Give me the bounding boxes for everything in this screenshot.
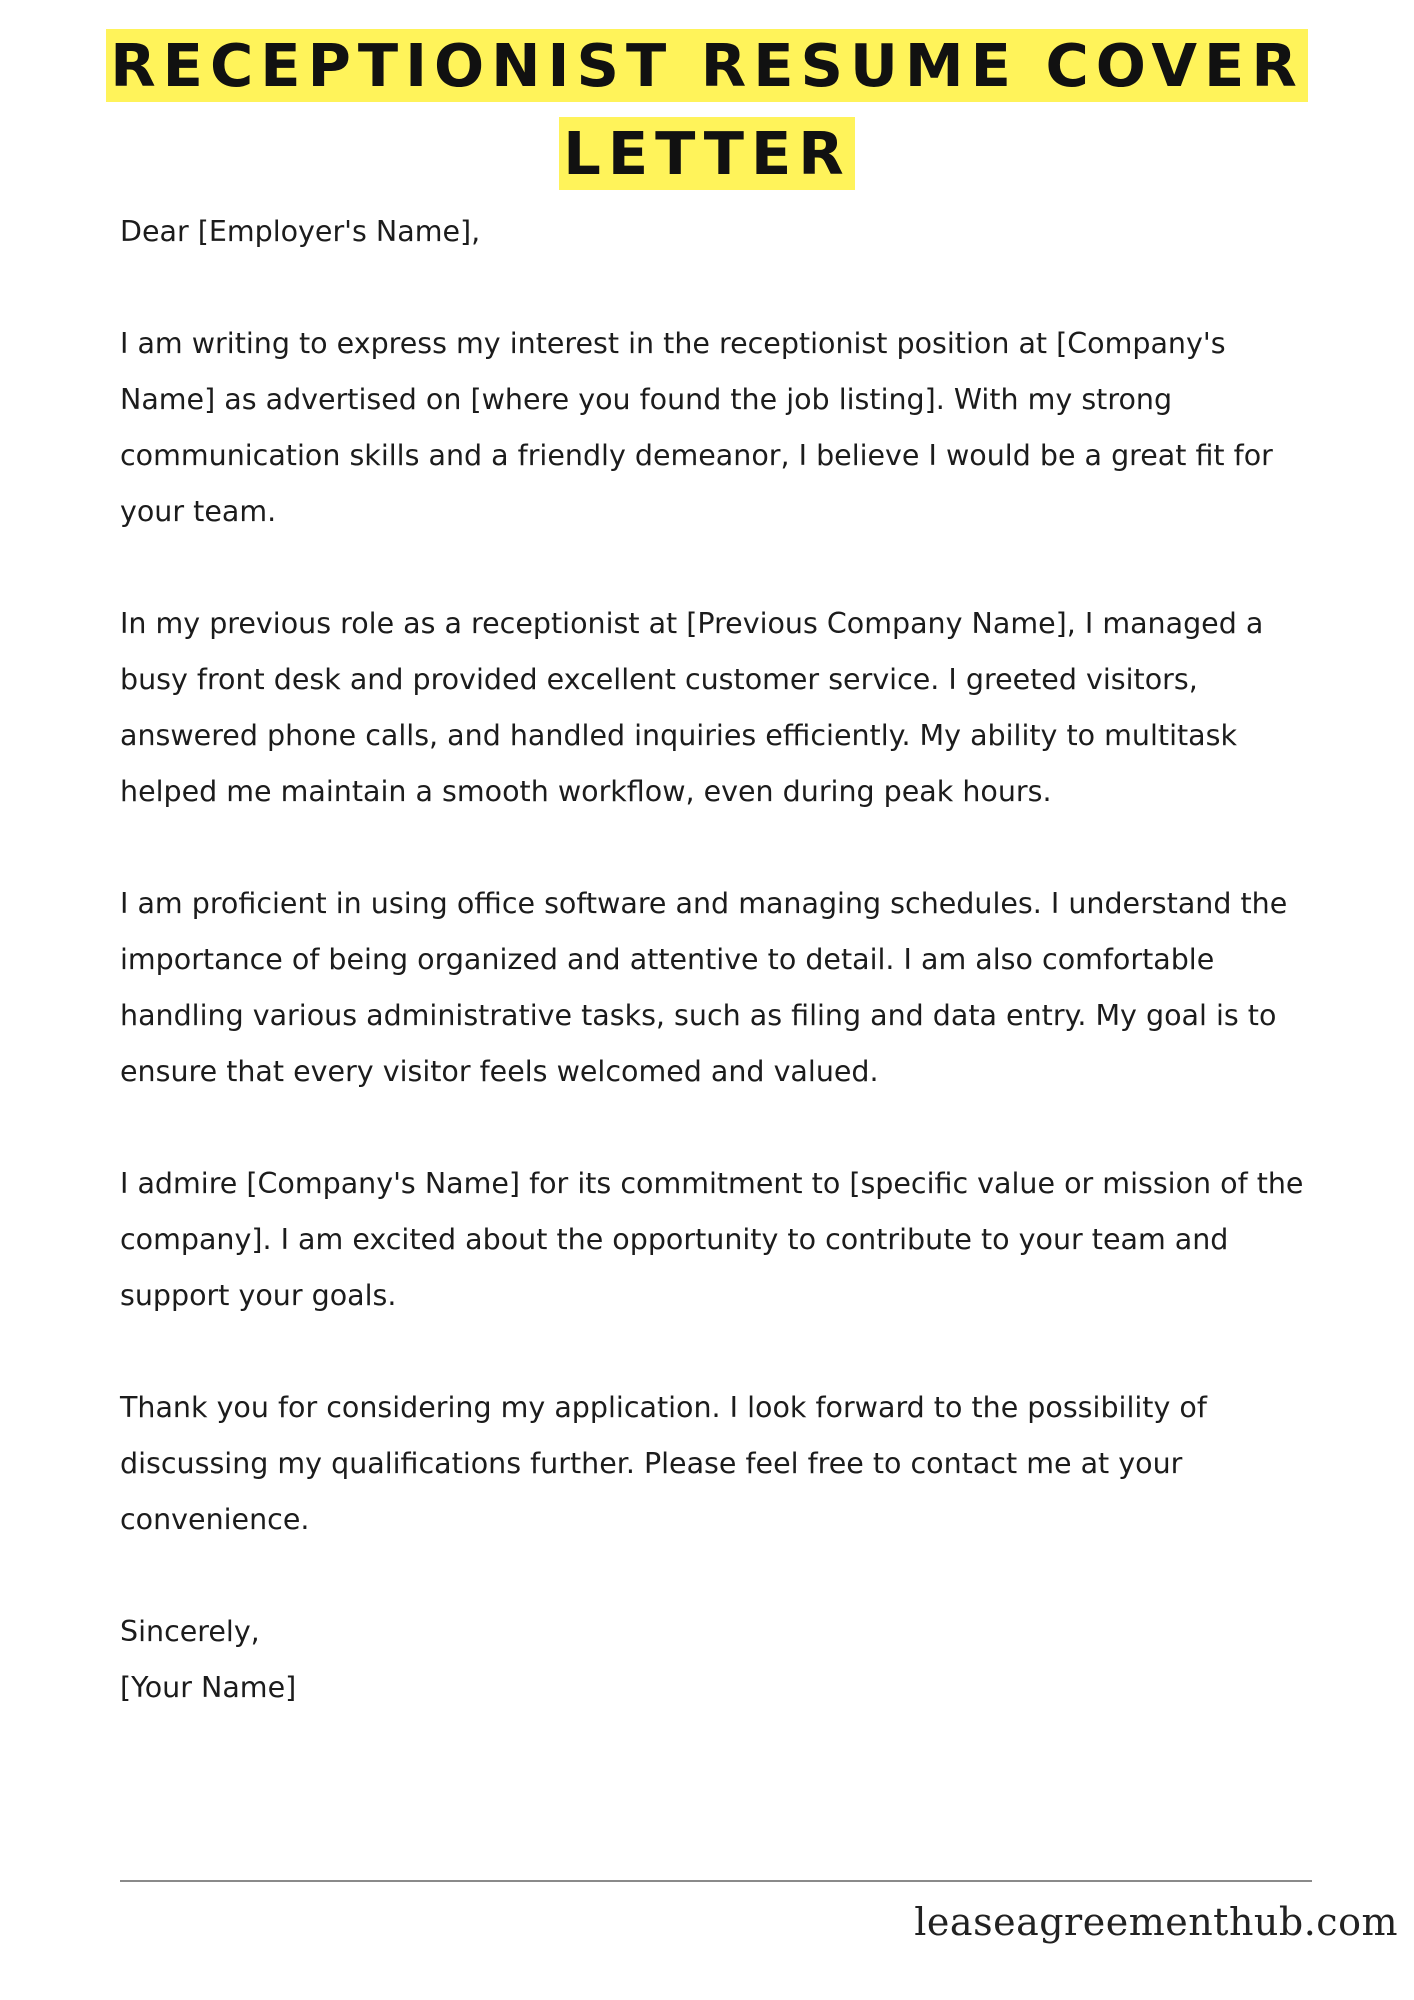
letter-body [120, 204, 1320, 1716]
footer-divider [120, 1880, 1312, 1882]
footer-website: leaseagreementhub.com [914, 1900, 1398, 1944]
title-block [0, 22, 1414, 198]
page-title: RECEPTIONIST RESUME COVER LETTER [106, 29, 1308, 190]
closing: Sincerely, [120, 1615, 260, 1648]
paragraph-2: In my previous role as a receptionist at [Previous Company Name], I managed a busy front desk and provided excellent customer service. I greeted visitors, answered phone calls, and handled inquiries efficiently. My ability to multitask helped me maintain a smooth workflow, even during peak hours. [120, 607, 1264, 808]
paragraph-3: I am proficient in using office software and managing schedules. I understand the importance of being organized and attentive to detail. I am also comfortable handling various administrative tasks, such as filing and data entry. My goal is to ensure that every visitor feels welcomed and valued. [120, 887, 1288, 1088]
paragraph-1: I am writing to express my interest in the receptionist position at [Company's Name] as advertised on [where you found the job listing]. With my strong communication skills and a friendly demeanor, I believe I would be a great fit for your team. [120, 327, 1273, 528]
signature: [Your Name] [120, 1671, 297, 1704]
paragraph-5: Thank you for considering my application. I look forward to the possibility of discussing my qualifications further. Please feel free to contact me at your convenience. [120, 1391, 1207, 1536]
salutation: Dear [Employer's Name], [120, 215, 481, 248]
paragraph-4: I admire [Company's Name] for its commitment to [specific value or mission of the company]. I am excited about the opportunity to contribute to your team and support your goals. [120, 1167, 1304, 1312]
